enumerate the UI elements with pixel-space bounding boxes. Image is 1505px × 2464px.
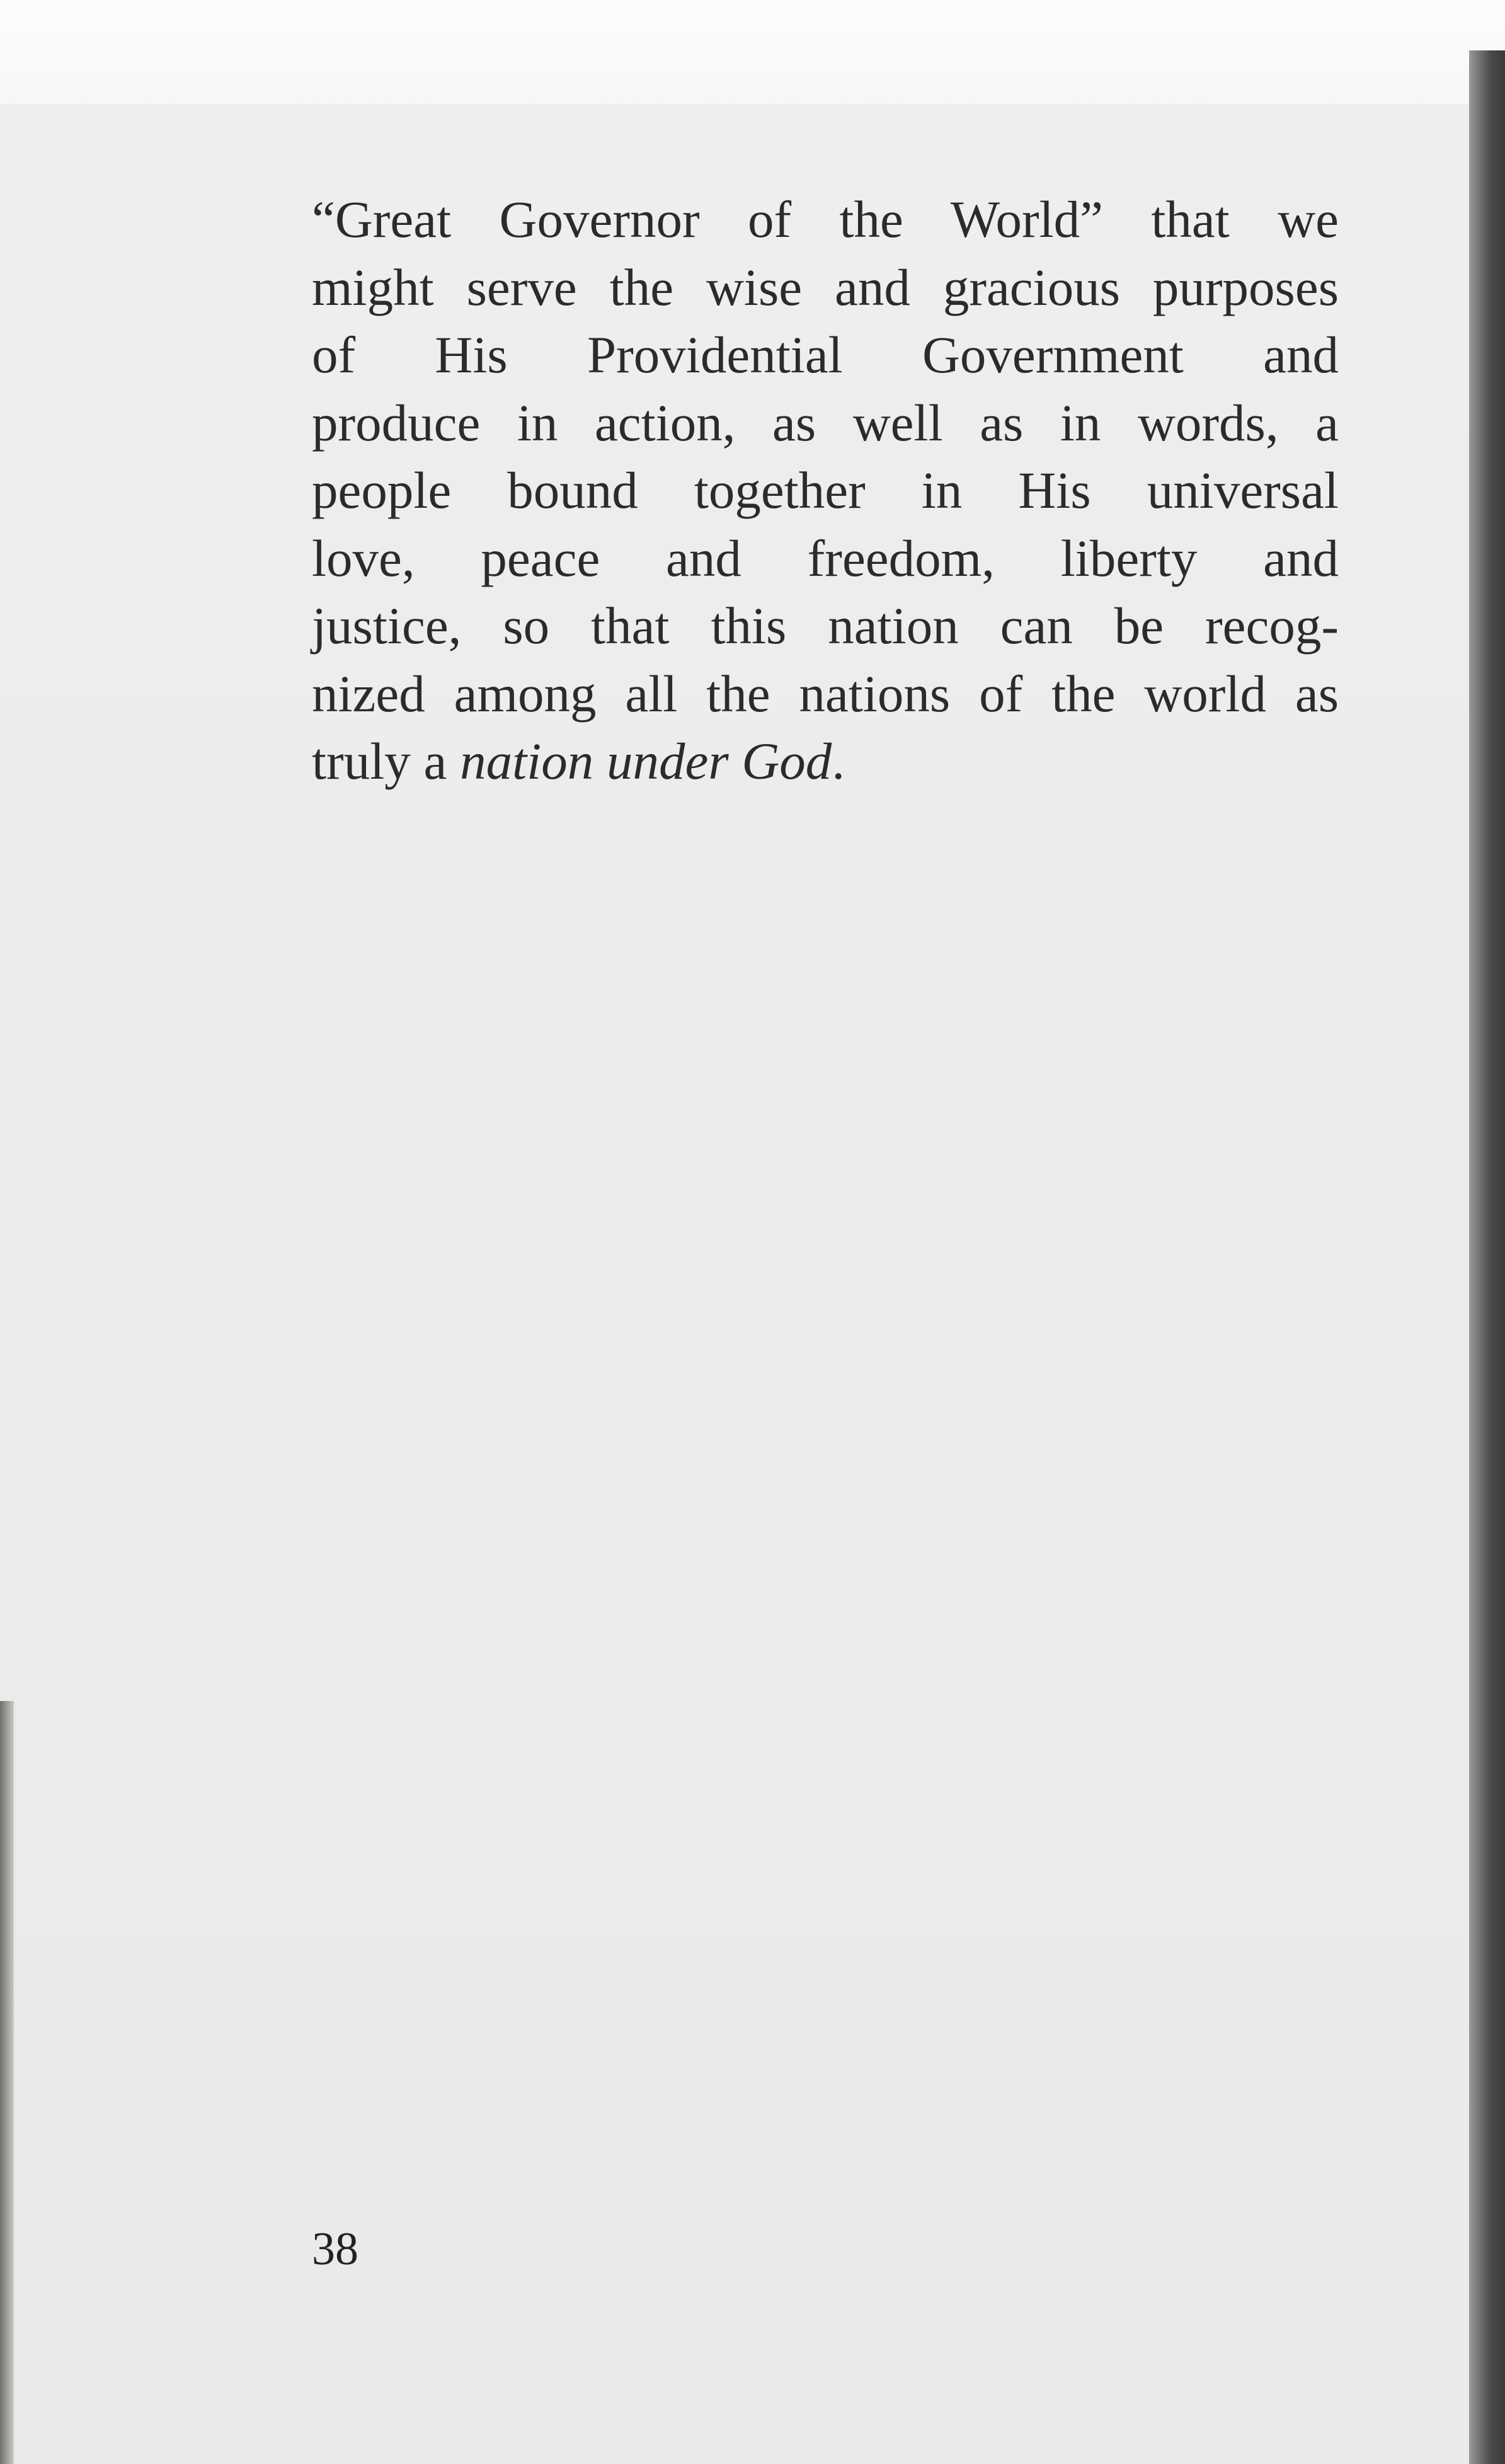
body-paragraph — [312, 186, 1339, 796]
last-line-prefix: truly a — [312, 732, 461, 790]
text-line-5: people bound together in His universal — [312, 461, 1339, 519]
page-number: 38 — [312, 2223, 358, 2275]
scan-top-margin — [0, 0, 1505, 104]
emphasized-phrase: nation under God — [460, 732, 832, 790]
text-line-3: of His Providential Government and — [312, 326, 1339, 384]
text-line-1: “Great Governor of the World” that we — [312, 190, 1339, 248]
text-line-6: love, peace and freedom, liberty and — [312, 529, 1339, 587]
text-line-8: nized among all the nations of the world as — [312, 664, 1339, 723]
text-line-2: might serve the wise and gracious purposes — [312, 258, 1339, 316]
page-left-shadow — [0, 1701, 14, 2464]
text-line-9 — [312, 728, 1339, 796]
last-line-suffix: . — [832, 732, 845, 790]
text-line-7: justice, so that this nation can be recog- — [312, 597, 1339, 655]
text-line-4: produce in action, as well as in words, a — [312, 393, 1339, 452]
page-binding-shadow — [1469, 50, 1505, 2464]
